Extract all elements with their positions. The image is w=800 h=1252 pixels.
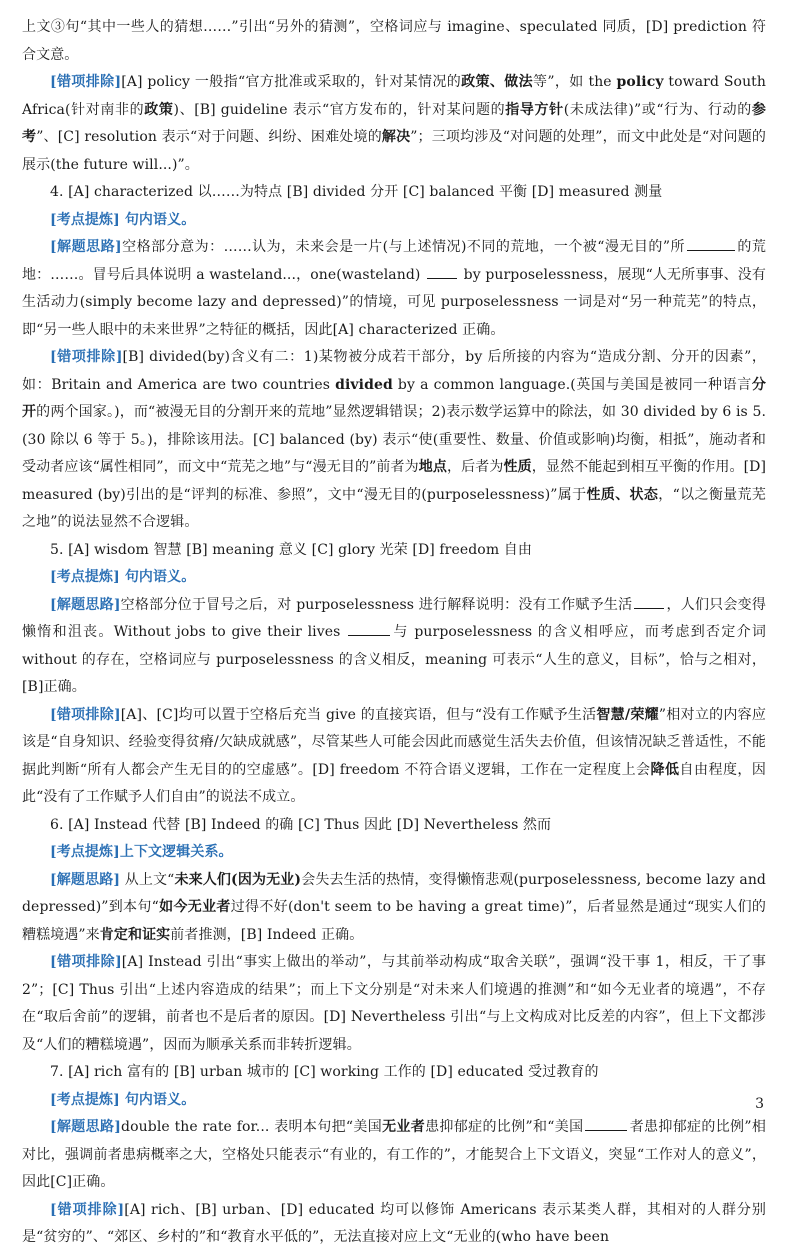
paragraph	[22, 1087, 766, 1115]
bold-text: 政策、做法	[461, 74, 533, 90]
text-run: ”；三项均涉及“对问题的处理”，而文中此处是“对问题的展示(the future will...)”。	[22, 129, 766, 173]
text-run: by purposelessness，展现“人无所事事、没有生活动力(simply become lazy and depressed)”的情境，可见 purposelessness 一词是对“另一种荒芜”的特点，即“另一些人眼中的未来世界”之特征的概括，因此[A] characterized 正确。	[22, 266, 766, 338]
bold-text: 性质	[503, 459, 532, 475]
text-run: 与 purposelessness 的含义相呼应，而考虑到否定介词 without 的存在，空格词应与 purposelessness 的含义相反，meaning 可表示“人生的意义，目标”，恰与之相对，[B]正确。	[22, 624, 766, 695]
text-run: 从上文“	[120, 871, 175, 888]
paragraph	[22, 69, 766, 179]
paragraph	[22, 839, 766, 867]
bold-text: 分开	[22, 376, 766, 420]
section-tag: [错项排除]	[50, 706, 121, 723]
section-tag: [解题思路]	[50, 596, 121, 613]
fill-blank	[687, 236, 735, 251]
section-tag: [考点提炼]上下文逻辑关系。	[50, 844, 233, 860]
option-line	[22, 537, 766, 565]
text-run: 空格部分意为：……认为，未来会是一片(与上述情况)不同的荒地，一个被“漫无目的”所	[121, 239, 686, 255]
bold-text: 参考	[22, 101, 767, 145]
text-run: [A]、[C]均可以置于空格后充当 give 的直接宾语，但与“没有工作赋予生活	[120, 706, 597, 723]
paragraph	[22, 14, 766, 69]
bold-text: policy	[616, 74, 664, 90]
section-tag: [错项排除]	[50, 1201, 125, 1218]
section-tag: [解题思路]	[50, 871, 121, 888]
fill-blank	[348, 621, 390, 636]
bold-text: 肯定和证实	[99, 926, 171, 943]
text-run: 6. [A] Instead 代替 [B] Indeed 的确 [C] Thus 因此 [D] Nevertheless 然而	[50, 816, 552, 833]
text-run: ”、[C] resolution 表示“对于问题、纠纷、困难处境的	[36, 129, 382, 145]
bold-text: 指导方针	[505, 101, 564, 118]
section-tag: [解题思路]	[50, 1119, 122, 1135]
text-run: 4. [A] characterized 以……为特点 [B] divided 分开 [C] balanced 平衡 [D] measured 测量	[50, 184, 663, 200]
option-line	[22, 812, 766, 840]
fill-blank	[634, 594, 664, 609]
text-run: [B] divided(by)含义有二：1)某物被分成若干部分，by 后所接的内容为“造成分割、分开的因素”，如：Britain and America are two countries	[22, 349, 766, 393]
paragraph	[22, 702, 766, 812]
fill-blank	[427, 264, 457, 279]
text-run: toward South Africa(针对南非的	[22, 74, 767, 118]
text-run: ，人们只会变得懒惰和沮丧。Without jobs to give their lives	[22, 596, 766, 640]
section-tag: [错项排除]	[50, 954, 122, 970]
text-run: [A] policy 一般指“官方批准或采取的，针对某情况的	[121, 74, 462, 90]
paragraph	[22, 234, 766, 344]
bold-text: 如今无业者	[158, 899, 231, 915]
text-run: double the rate for... 表明本句把“美国	[121, 1119, 383, 1135]
paragraph	[22, 592, 766, 702]
page-body	[22, 14, 766, 1252]
text-run: 会失去生活的热情，变得懒惰悲观(purposelessness, become lazy and depressed)”到本句“	[22, 871, 766, 915]
text-run: (未成法律)”或“行为、行动的	[563, 101, 752, 118]
text-run: 7. [A] rich 富有的 [B] urban 城市的 [C] working 工作的 [D] educated 受过教育的	[50, 1064, 599, 1080]
paragraph	[22, 949, 766, 1059]
text-run: ，显然不能起到相互平衡的作用。[D] measured (by)引出的是“评判的标准、参照”，文中“漫无目的(purposelessness)”属于	[22, 459, 767, 503]
text-run: 者患抑郁症的比例”相对比，强调前者患病概率之大，空格处只能表示“有业的，有工作的”，才能契合上下文语义，突显“工作对人的意义”，因此[C]正确。	[22, 1119, 766, 1190]
bold-text: 政策	[144, 101, 174, 118]
bold-text: 未来人们(因为无业)	[174, 871, 302, 888]
text-run: )、[B] guideline 表示“官方发布的，针对某问题的	[173, 101, 506, 118]
text-run: by a common language.(英国与美国是被同一种语言	[392, 376, 752, 393]
option-line	[22, 1059, 766, 1087]
text-run: ，后者为	[446, 459, 504, 475]
text-run: 自由程度，因此“没有了工作赋予人们自由”的说法不成立。	[22, 761, 766, 805]
bold-text: 地点	[418, 459, 447, 475]
text-run: 前者推测，[B] Indeed 正确。	[170, 926, 364, 943]
text-run: 空格部分位于冒号之后，对 purposelessness 进行解释说明：没有工作赋予生活	[120, 596, 633, 613]
paragraph	[22, 344, 766, 537]
text-run: 患抑郁症的比例”和“美国	[425, 1119, 584, 1135]
bold-text: 无业者	[382, 1119, 426, 1135]
text-run: [A] rich、[B] urban、[D] educated 均可以修饰 Americans 表示某类人群，其相对的人群分别是“贫穷的”、“郊区、乡村的”和“教育水平低的”，无法直接对应上文“无业的(who have been	[22, 1201, 766, 1245]
paragraph	[22, 1114, 766, 1197]
section-tag: [考点提炼] 句内语义。	[50, 211, 196, 228]
text-run: ，“以之衡量荒芜之地”的说法显然不合逻辑。	[22, 486, 766, 530]
page-number: 3	[755, 1096, 764, 1112]
section-tag: [错项排除]	[50, 349, 123, 365]
bold-text: 降低	[650, 761, 680, 778]
text-run: 5. [A] wisdom 智慧 [B] meaning 意义 [C] glory 光荣 [D] freedom 自由	[50, 541, 532, 558]
section-tag: [考点提炼] 句内语义。	[50, 569, 196, 585]
text-run: ”相对立的内容应该是“自身知识、经验变得贫瘠/欠缺成就感”，尽管某些人可能会因此而感觉生活失去价值，但该情况缺乏普适性，不能据此判断“所有人都会产生无目的的空虚感”。[D] freedom 不符合语义逻辑，工作在一定程度上会	[22, 706, 766, 778]
section-tag: [考点提炼] 句内语义。	[50, 1091, 196, 1108]
section-tag: [解题思路]	[50, 239, 122, 255]
text-run: 过得不好(don't seem to be having a great time)”，后者显然是通过“现实人们的糟糕境遇”来	[22, 899, 766, 943]
paragraph	[22, 564, 766, 592]
bold-text: 解决	[381, 129, 411, 145]
paragraph	[22, 207, 766, 235]
text-run: 等”，如 the	[533, 74, 617, 90]
paragraph	[22, 1197, 766, 1252]
bold-text: divided	[335, 376, 393, 393]
bold-text: 性质、状态	[586, 486, 659, 503]
text-run: [A] Instead 引出“事实上做出的举动”，与其前举动构成“取舍关联”，强调“没干事 1，相反，干了事 2”；[C] Thus 引出“上述内容造成的结果”；而上下文分别是“对未来人们境遇的推测”和“如今无业者的境遇”，不存在“取后舍前”的逻辑，前者也不是后者的原因。[D] Nevertheless 引出“与上文构成对比反差的内容”，但上下文都涉及“人们的糟糕境遇”，因而为顺承关系而非转折逻辑。	[22, 954, 766, 1053]
text-run: 的两个国家。)，而“被漫无目的分割开来的荒地”显然逻辑错误；2)表示数学运算中的除法，如 30 divided by 6 is 5.(30 除以 6 等于 5。)，排除该用法。[C] balanced (by) 表示“使(重要性、数量、价值或影响)均衡，相抵”，施动者和受动者应该“属性相同”，而文中“荒芜之地”与“漫无目的”前者为	[22, 404, 767, 475]
text-run: 上文③句“其中一些人的猜想……”引出“另外的猜测”，空格词应与 imagine、speculated 同质，[D] prediction 符合文意。	[22, 19, 766, 63]
paragraph	[22, 867, 766, 950]
text-run: 的荒地：……。冒号后具体说明 a wasteland...，one(wasteland)	[22, 239, 766, 283]
fill-blank	[585, 1116, 627, 1131]
bold-text: 智慧/荣耀	[596, 706, 659, 723]
section-tag: [错项排除]	[50, 74, 122, 90]
option-line	[22, 179, 766, 207]
